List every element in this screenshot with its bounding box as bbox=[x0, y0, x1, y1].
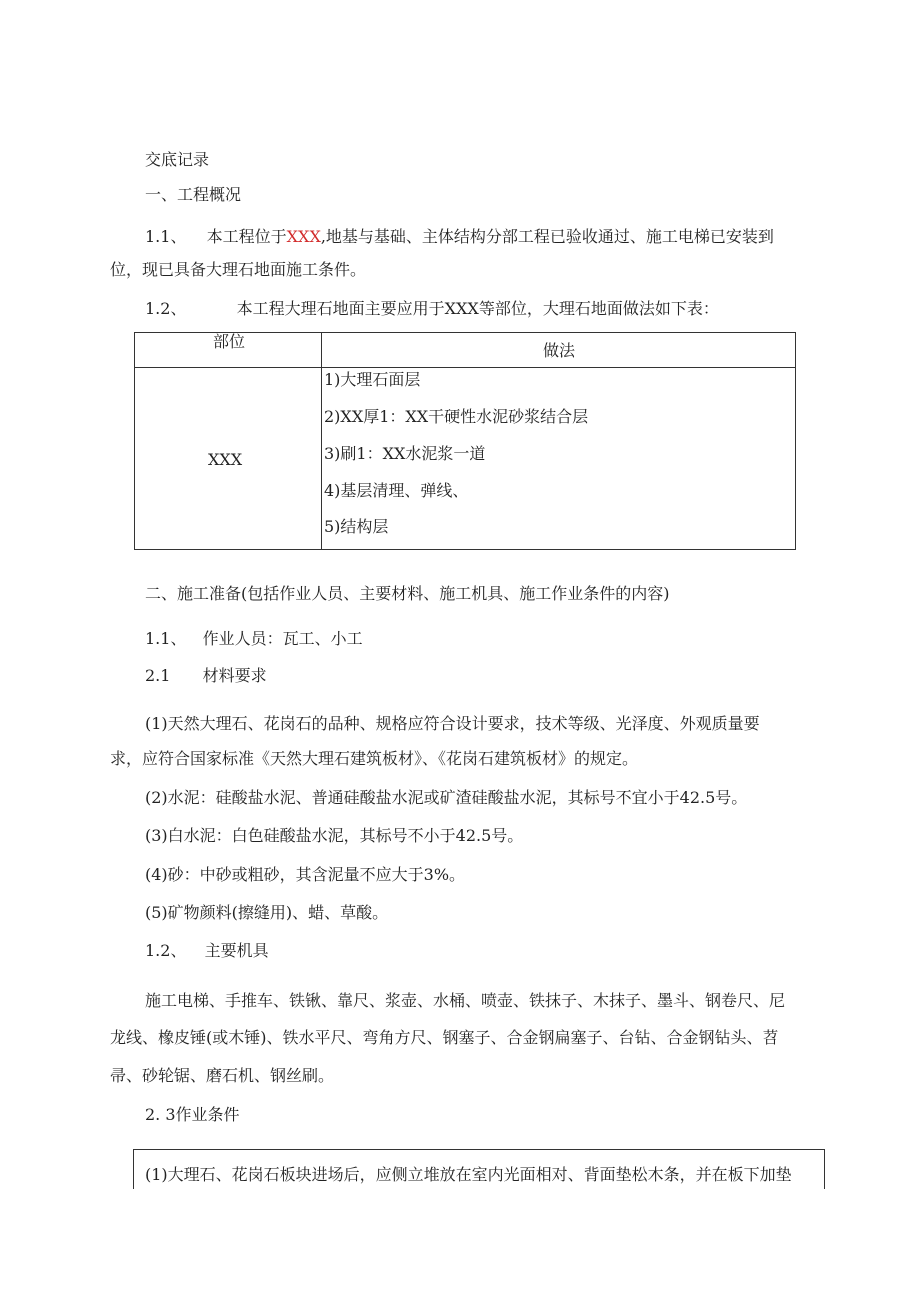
table-header-method: 做法 bbox=[543, 341, 576, 360]
material-item-5: (5)矿物颜料(擦缝用)、蜡、草酸。 bbox=[145, 903, 389, 922]
section-heading-overview: 一、工程概况 bbox=[145, 185, 242, 204]
tools-list-line-2: 龙线、橡皮锤(或木锤)、铁水平尺、弯角方尺、钢塞子、合金钢扁塞子、台钻、合金钢钻头、苕 bbox=[110, 1028, 779, 1047]
paragraph-1-2 bbox=[145, 299, 719, 319]
table-header-part: 部位 bbox=[213, 332, 246, 351]
floor-method-table bbox=[134, 332, 796, 550]
material-item-3: (3)白水泥：白色硅酸盐水泥，其标号不小于42.5号。 bbox=[145, 826, 524, 845]
paragraph-workers bbox=[145, 629, 363, 649]
item-number: 2.1 bbox=[145, 666, 171, 685]
paragraph-text: 材料要求 bbox=[202, 666, 267, 685]
method-step: 3)刷1：XX水泥浆一道 bbox=[324, 444, 486, 463]
table-part-value: XXX bbox=[208, 450, 243, 469]
tools-list-line-1: 施工电梯、手推车、铁锹、靠尺、浆壶、水桶、喷壶、铁抹子、木抹子、墨斗、钢卷尺、尼 bbox=[145, 991, 786, 1010]
paragraph-tools-heading bbox=[145, 941, 269, 961]
material-item-1-continued: 求，应符合国家标准《天然大理石建筑板材》、《花岗石建筑板材》的规定。 bbox=[110, 749, 639, 768]
material-item-4: (4)砂：中砂或粗砂，其含泥量不应大于3%。 bbox=[145, 865, 466, 884]
material-item-2: (2)水泥：硅酸盐水泥、普通硅酸盐水泥或矿渣硅酸盐水泥，其标号不宜小于42.5号。 bbox=[145, 788, 748, 807]
method-step: 2)XX厚1：XX干硬性水泥砂浆结合层 bbox=[324, 407, 589, 426]
table-header-divider bbox=[135, 367, 795, 368]
paragraph-text: 本工程位于 bbox=[206, 227, 287, 246]
paragraph-text-cont: ,地基与基础、主体结构分部工程已验收通过、施工电梯已安装到 bbox=[320, 227, 774, 246]
method-step: 1)大理石面层 bbox=[324, 370, 421, 389]
tools-list-line-3: 帚、砂轮锯、磨石机、钢丝刷。 bbox=[110, 1066, 335, 1085]
item-number: 1.2、 bbox=[145, 941, 187, 960]
paragraph-conditions-heading: 2. 3作业条件 bbox=[145, 1105, 240, 1124]
paragraph-materials-heading bbox=[145, 666, 267, 686]
material-item-1: (1)天然大理石、花岗石的品种、规格应符合设计要求，技术等级、光泽度、外观质量要 bbox=[145, 714, 760, 733]
paragraph-1-1 bbox=[145, 227, 774, 247]
paragraph-text: 作业人员：瓦工、小工 bbox=[202, 629, 363, 648]
condition-item-1: (1)大理石、花岗石板块进场后，应侧立堆放在室内光面相对、背面垫松木条，并在板下加垫 bbox=[145, 1165, 792, 1184]
highlighted-location: XXX bbox=[286, 227, 321, 246]
section-heading-preparation: 二、施工准备(包括作业人员、主要材料、施工机具、施工作业条件的内容) bbox=[145, 584, 670, 603]
method-step: 4)基层清理、弹线、 bbox=[324, 481, 469, 500]
paragraph-text: 主要机具 bbox=[204, 941, 269, 960]
item-number: 1.1、 bbox=[145, 629, 187, 648]
item-number: 1.2、 bbox=[145, 299, 187, 318]
method-step: 5)结构层 bbox=[324, 517, 389, 536]
table-column-divider bbox=[321, 333, 322, 549]
paragraph-text: 本工程大理石地面主要应用于XXX等部位，大理石地面做法如下表： bbox=[236, 299, 719, 318]
paragraph-1-1-continued: 位，现已具备大理石地面施工条件。 bbox=[110, 260, 367, 279]
item-number: 1.1、 bbox=[145, 227, 187, 246]
document-title: 交底记录 bbox=[145, 150, 210, 169]
